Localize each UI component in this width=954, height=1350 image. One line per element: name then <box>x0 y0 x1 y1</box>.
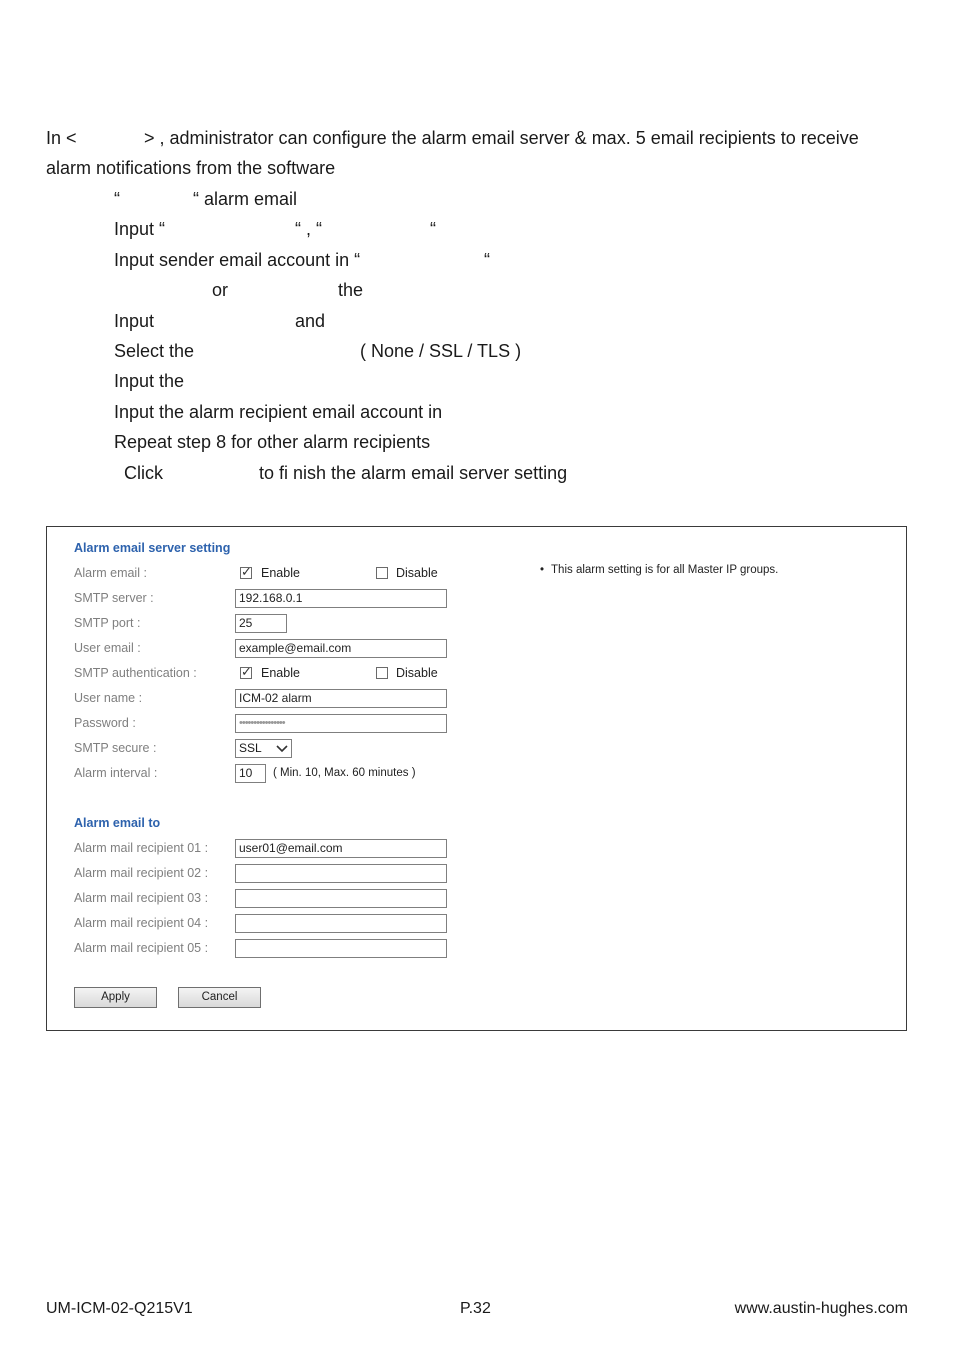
smtp-port-label: SMTP port : <box>74 616 141 630</box>
intro-line-2: alarm notifications from the software <box>46 158 336 178</box>
chevron-down-icon <box>276 740 288 763</box>
recipient-02-label: Alarm mail recipient 02 : <box>74 866 209 880</box>
recipient-01-label: Alarm mail recipient 01 : <box>74 841 209 855</box>
smtp-secure-label: SMTP secure : <box>74 741 157 755</box>
footer-page-number: P.32 <box>460 1300 491 1317</box>
footer-website: www.austin-hughes.com <box>734 1300 908 1317</box>
alarm-email-disable-checkbox[interactable] <box>376 567 388 579</box>
recipient-03-input[interactable] <box>235 889 447 908</box>
recipient-05-input[interactable] <box>235 939 447 958</box>
user-name-label: User name : <box>74 691 143 705</box>
alarm-setting-note: • This alarm setting is for all Master IP groups. <box>540 564 779 576</box>
intro-text-end: > , administrator can configure the alarm email server & max. 5 email recipients to receive <box>144 128 859 148</box>
step-7: Input the <box>114 371 185 391</box>
alarm-email-disable-label: Disable <box>396 566 438 580</box>
recipient-04-input[interactable] <box>235 914 447 933</box>
password-input[interactable]: •••••••••••••••• <box>235 714 447 733</box>
user-email-label: User email : <box>74 641 141 655</box>
alarm-email-enable-label: Enable <box>261 566 300 580</box>
smtp-auth-disable-checkbox[interactable] <box>376 667 388 679</box>
step-9: Repeat step 8 for other alarm recipients <box>114 432 431 452</box>
recipient-02-input[interactable] <box>235 864 447 883</box>
smtp-port-input[interactable]: 25 <box>235 614 287 633</box>
recipient-04-label: Alarm mail recipient 04 : <box>74 916 209 930</box>
user-name-input[interactable]: ICM-02 alarm <box>235 689 447 708</box>
smtp-auth-disable-label: Disable <box>396 666 438 680</box>
checkmark-icon: ✓ <box>241 664 252 679</box>
step-8: Input the alarm recipient email account in <box>114 402 443 422</box>
alarm-interval-input[interactable]: 10 <box>235 764 266 783</box>
bullet-icon: • <box>540 564 545 576</box>
cancel-button[interactable]: Cancel <box>178 987 261 1008</box>
smtp-secure-select[interactable] <box>235 739 292 758</box>
recipient-01-input[interactable]: user01@email.com <box>235 839 447 858</box>
smtp-server-input[interactable]: 192.168.0.1 <box>235 589 447 608</box>
alarm-email-label: Alarm email : <box>74 566 147 580</box>
alarm-email-enable-checkbox[interactable] <box>240 564 252 579</box>
smtp-server-label: SMTP server : <box>74 591 154 605</box>
intro-text-start: In < <box>46 128 77 148</box>
alarm-interval-hint: ( Min. 10, Max. 60 minutes ) <box>273 767 416 779</box>
apply-button[interactable]: Apply <box>74 987 157 1008</box>
alarm-interval-label: Alarm interval : <box>74 766 158 780</box>
smtp-auth-enable-checkbox[interactable] <box>240 664 252 679</box>
smtp-auth-label: SMTP authentication : <box>74 666 197 680</box>
recipient-03-label: Alarm mail recipient 03 : <box>74 891 209 905</box>
alarm-email-settings-panel <box>46 526 907 1031</box>
password-label: Password : <box>74 716 136 730</box>
footer-doc-id: UM-ICM-02-Q215V1 <box>46 1300 193 1317</box>
user-email-input[interactable]: example@email.com <box>235 639 447 658</box>
checkmark-icon: ✓ <box>241 564 252 579</box>
server-setting-heading: Alarm email server setting <box>74 541 231 555</box>
email-to-heading: Alarm email to <box>74 816 161 830</box>
smtp-auth-enable-label: Enable <box>261 666 300 680</box>
smtp-secure-value: SSL <box>239 741 262 755</box>
recipient-05-label: Alarm mail recipient 05 : <box>74 941 209 955</box>
